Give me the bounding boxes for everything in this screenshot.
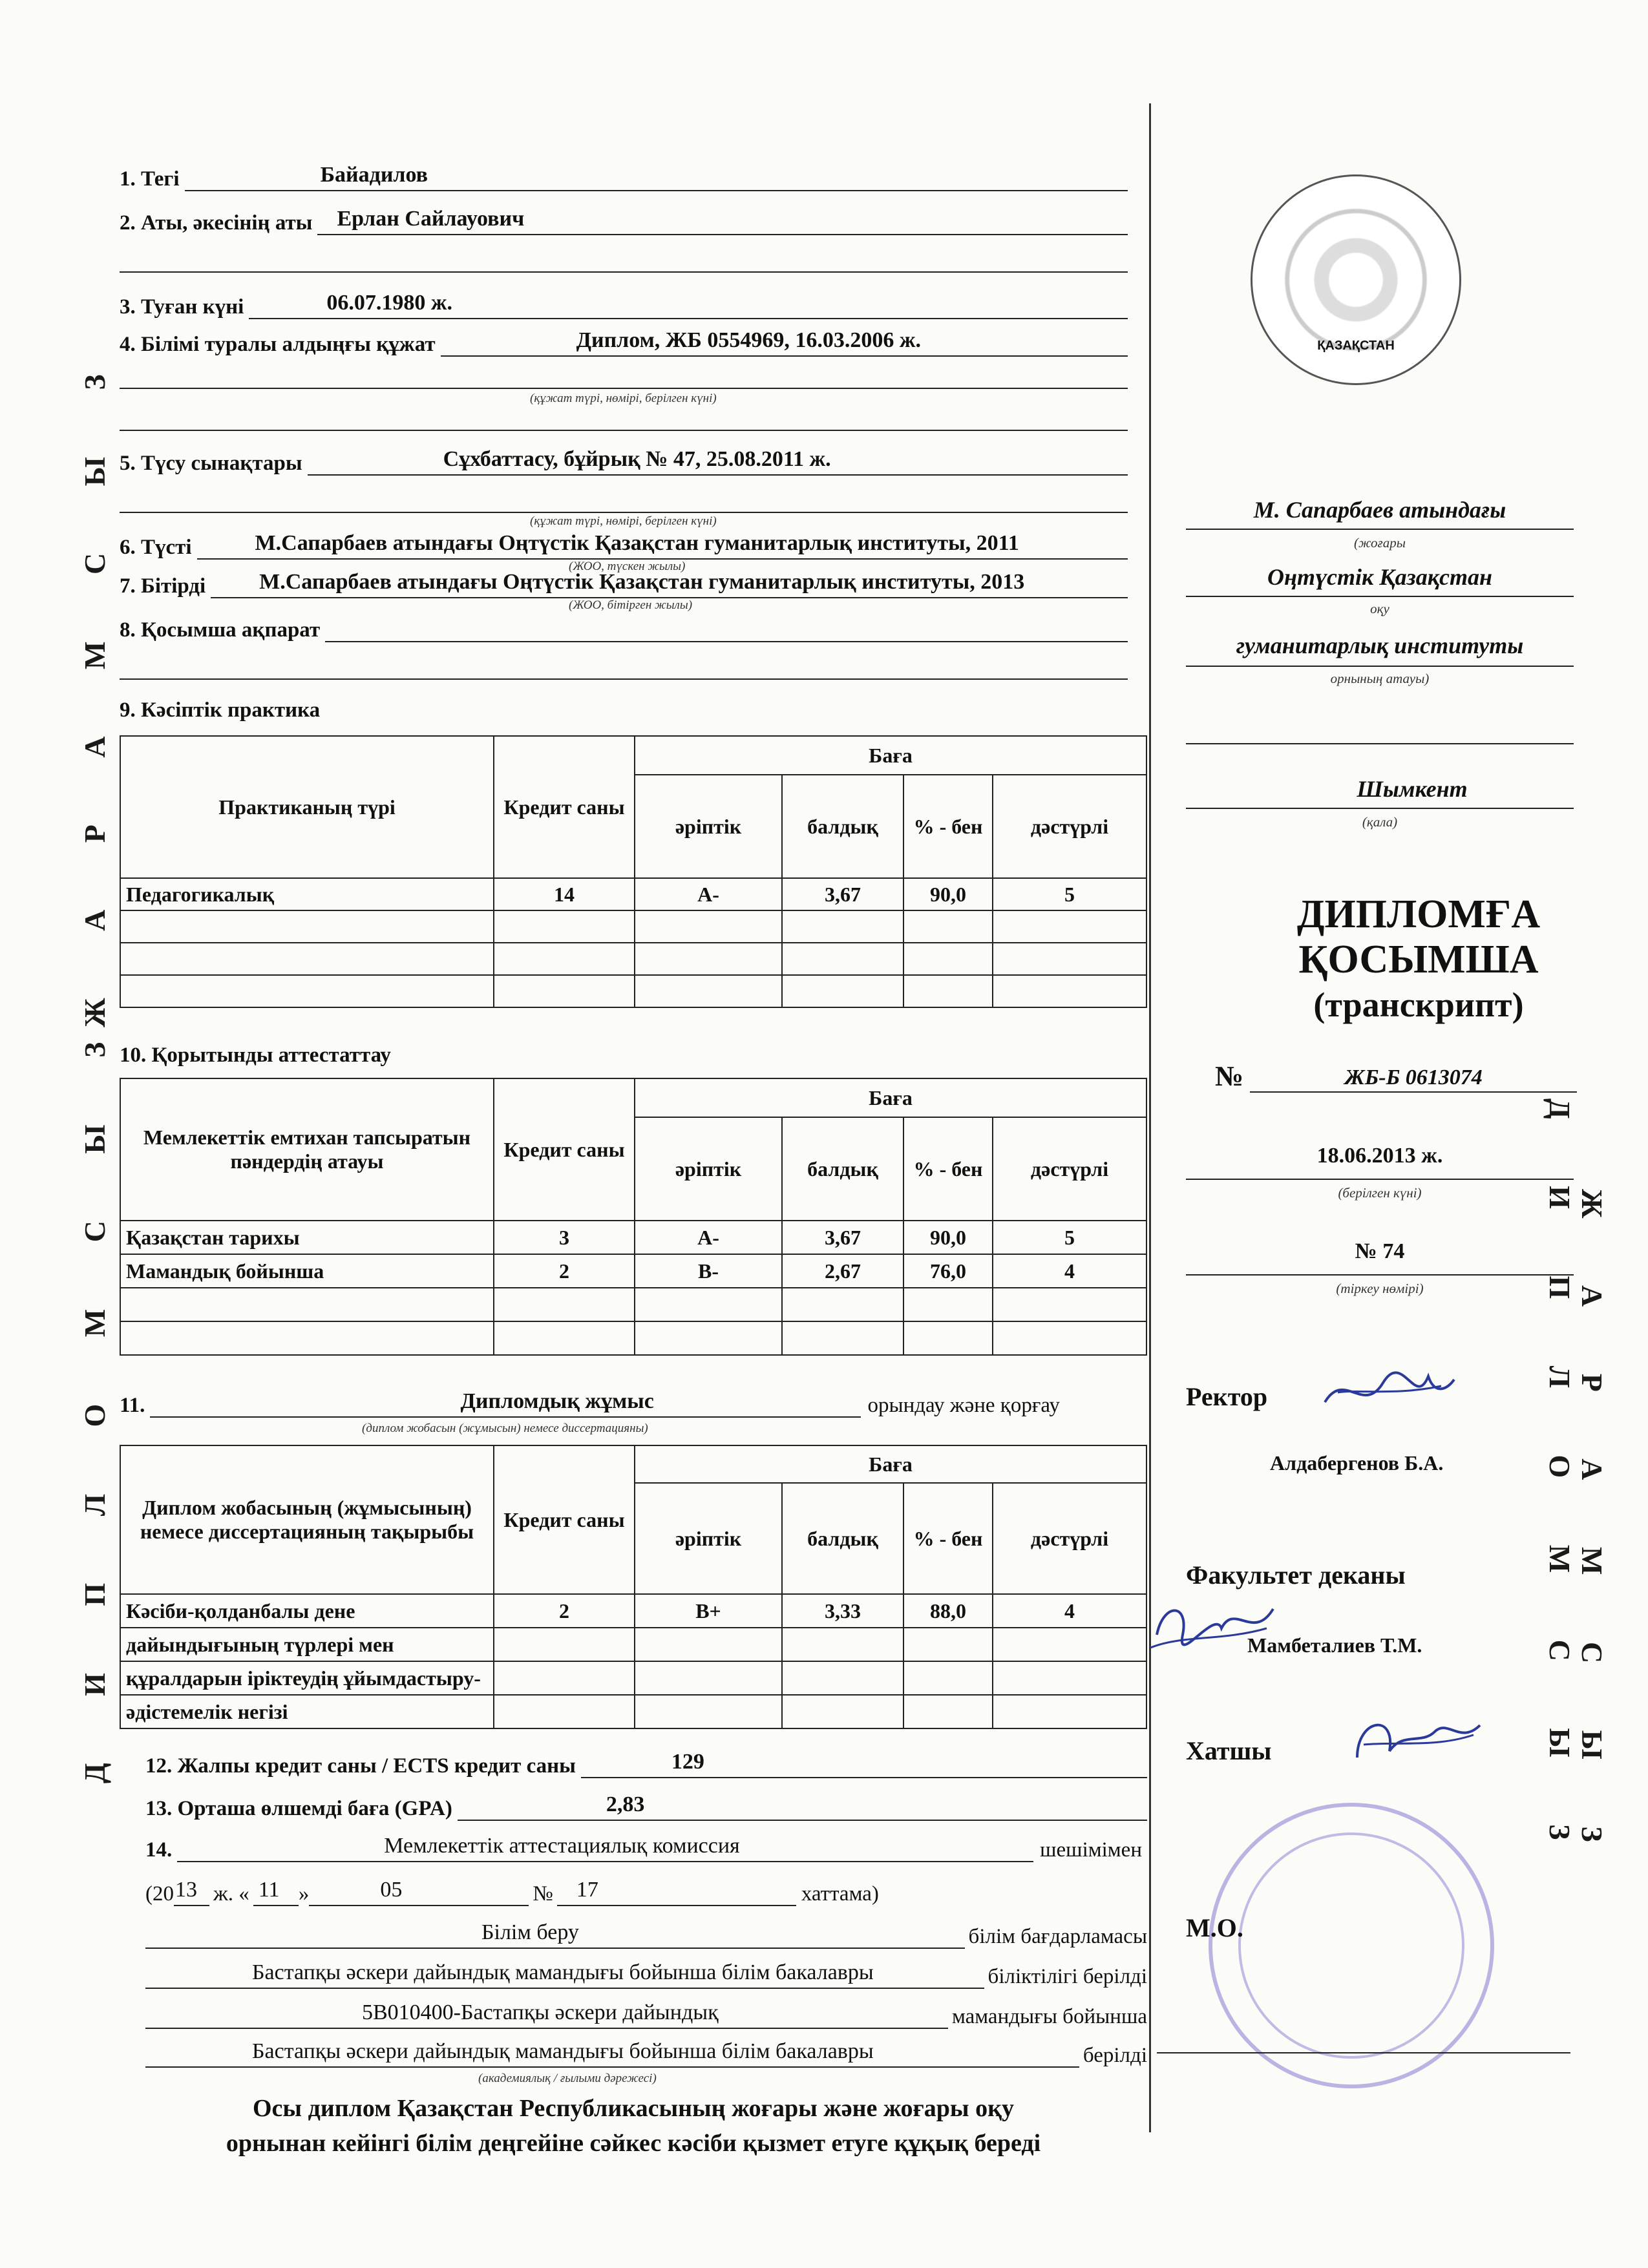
table-row — [120, 1594, 1146, 1628]
field-total-credits-label: 12. Жалпы кредит саны / ECTS кредит саны — [145, 1754, 576, 1778]
field-degree — [145, 2038, 1147, 2068]
table-row — [120, 1321, 1146, 1355]
document-number-label: № — [1215, 1060, 1244, 1092]
field-attestation-label: 10. Қорытынды аттестаттау — [120, 1044, 391, 1067]
credits-header: Кредит саны — [494, 1078, 635, 1221]
traditional-header: дәстүрлі — [993, 1483, 1146, 1594]
field-practice-label: 9. Кәсіптік практика — [120, 698, 321, 722]
rule — [1186, 529, 1574, 530]
field-program-value: Білім беру — [481, 1920, 579, 1944]
grade-header: Баға — [635, 736, 1146, 775]
rule — [1186, 1179, 1574, 1180]
rector-label: Ректор — [1186, 1382, 1268, 1411]
thesis-title-line: әдістемелік негізі — [120, 1695, 494, 1728]
field-graduated-label: 7. Бітірді — [120, 574, 206, 598]
table-row — [120, 1695, 1146, 1728]
rule — [1186, 743, 1574, 744]
credits-header: Кредит саны — [494, 1445, 635, 1594]
field-specialty-value: 5В010400-Бастапқы әскери дайындық — [362, 2000, 719, 2024]
field-graduated — [120, 569, 1128, 598]
field-birthdate-label: 3. Туған күні — [120, 295, 244, 319]
document-title — [1186, 892, 1574, 1027]
thesis-trad: 4 — [993, 1594, 1146, 1628]
field-entered-caption: (ЖОО, түскен жылы) — [569, 560, 686, 573]
practice-letter: A- — [635, 878, 782, 910]
field-prev-doc — [120, 327, 1128, 357]
attestation-table — [120, 1078, 1147, 1356]
thesis-title-line: дайындығының түрлері мен — [120, 1628, 494, 1661]
field-protocol — [145, 1876, 1147, 1906]
issue-date-caption: (берілген күні) — [1338, 1185, 1422, 1201]
table-row — [120, 1254, 1146, 1288]
table-row — [120, 975, 1146, 1007]
rule — [1186, 808, 1574, 809]
field-additional-label: 8. Қосымша ақпарат — [120, 618, 321, 642]
field-entered — [120, 530, 1128, 560]
table-row — [120, 1661, 1146, 1695]
exam-credits: 3 — [494, 1221, 635, 1254]
thesis-credits: 2 — [494, 1594, 635, 1628]
table-row — [120, 943, 1146, 975]
points-header: балдық — [782, 775, 903, 878]
institution-caption-2: оқу — [1370, 601, 1389, 616]
field-name-value: Ерлан Сайлауович — [337, 207, 525, 231]
blank-line — [120, 512, 1128, 513]
field-admission-value: Сұхбаттасу, бұйрық № 47, 25.08.2011 ж. — [443, 447, 831, 471]
field-surname-value: Байадилов — [320, 163, 428, 187]
field-total-credits — [145, 1748, 1147, 1778]
registration-number-caption: (тіркеу нөмірі) — [1336, 1281, 1424, 1296]
rector-signature — [1318, 1363, 1461, 1422]
institution-caption-3: орнының атауы) — [1330, 671, 1430, 686]
field-birthdate — [120, 289, 1128, 319]
practice-type-header: Практиканың түрі — [120, 736, 494, 878]
exam-percent: 76,0 — [903, 1254, 993, 1288]
exam-trad: 4 — [993, 1254, 1146, 1288]
table-row — [120, 1288, 1146, 1321]
rule — [1186, 1274, 1574, 1276]
field-specialty — [145, 1999, 1147, 2029]
city-caption: (қала) — [1362, 814, 1398, 830]
field-additional — [120, 613, 1128, 642]
thesis-title-line: Кәсіби-қолданбалы дене — [120, 1594, 494, 1628]
page-divider — [1149, 103, 1151, 2132]
thesis-percent: 88,0 — [903, 1594, 993, 1628]
letter-header: әріптік — [635, 1483, 782, 1594]
right-vertical-bottom-label: Ж А Р А М С Ы З — [1576, 1189, 1609, 1872]
exam-letter: B- — [635, 1254, 782, 1288]
secretary-label: Хатшы — [1186, 1736, 1272, 1765]
institution-line-3: гуманитарлық институты — [1236, 633, 1524, 658]
field-commission-suffix: шешімімен — [1040, 1838, 1142, 1862]
document-number-value: ЖБ-Б 0613074 — [1344, 1066, 1483, 1089]
document-title-line-2: ҚОСЫМША — [1298, 938, 1539, 982]
field-entered-label: 6. Түсті — [120, 536, 192, 559]
seal-label: М.О. — [1186, 1913, 1243, 1942]
thesis-type-header: Диплом жобасының (жұмысының) немесе диссертацияның тақырыбы — [120, 1445, 494, 1594]
field-degree-value: Бастапқы әскери дайындық мамандығы бойынша білім бакалавры — [252, 2039, 874, 2063]
field-name — [120, 205, 1128, 235]
field-total-credits-value: 129 — [671, 1750, 704, 1774]
field-specialty-suffix: мамандығы бойынша — [951, 2005, 1147, 2028]
protocol-no: 17 — [576, 1878, 598, 1902]
rector-name: Алдабергенов Б.А. — [1270, 1451, 1444, 1475]
field-entered-value: М.Сапарбаев атындағы Оңтүстік Қазақстан гуманитарлық институты, 2011 — [255, 531, 1019, 555]
exam-name: Мамандық бойынша — [120, 1254, 494, 1288]
protocol-prefix: (20 — [145, 1882, 174, 1906]
table-row — [120, 1221, 1146, 1254]
field-birthdate-value: 06.07.1980 ж. — [326, 291, 452, 315]
protocol-day: 11 — [258, 1878, 280, 1902]
field-gpa-value: 2,83 — [606, 1792, 645, 1816]
exam-credits: 2 — [494, 1254, 635, 1288]
field-admission — [120, 446, 1128, 476]
field-thesis — [120, 1388, 1128, 1418]
grade-header: Баға — [635, 1445, 1146, 1483]
field-qualification — [145, 1959, 1147, 1989]
field-prev-doc-label: 4. Білімі туралы алдыңғы құжат — [120, 333, 436, 356]
field-surname — [120, 162, 1128, 191]
table-row — [120, 878, 1146, 910]
left-vertical-top-label: Ж А Р А М С Ы З — [78, 344, 111, 1027]
protocol-month: 05 — [380, 1878, 403, 1902]
field-admission-caption: (құжат түрі, нөмірі, берілген күні) — [530, 514, 717, 528]
protocol-mid: ж. « — [213, 1882, 249, 1906]
percent-header: % - бен — [903, 775, 993, 878]
credits-header: Кредит саны — [494, 736, 635, 878]
field-graduated-caption: (ЖОО, бітірген жылы) — [569, 598, 693, 612]
footer-line-2: орнынан кейінгі білім деңгейіне сәйкес кәсіби қызмет етуге құқық береді — [226, 2130, 1041, 2157]
field-degree-suffix: берілді — [1083, 2044, 1147, 2067]
exam-name: Қазақстан тарихы — [120, 1221, 494, 1254]
protocol-year: 13 — [175, 1878, 197, 1902]
state-emblem — [1251, 174, 1461, 385]
blank-line — [120, 388, 1128, 389]
emblem-text: ҚАЗАҚСТАН — [1317, 339, 1395, 353]
practice-credits: 14 — [494, 878, 635, 910]
percent-header: % - бен — [903, 1117, 993, 1221]
thesis-points: 3,33 — [782, 1594, 903, 1628]
exam-points: 3,67 — [782, 1221, 903, 1254]
field-admission-label: 5. Түсу сынақтары — [120, 452, 302, 475]
letter-header: әріптік — [635, 775, 782, 878]
footer-line-1: Осы диплом Қазақстан Республикасының жоғары және жоғары оқу — [253, 2095, 1014, 2122]
field-qualification-suffix: біліктілігі берілді — [988, 1965, 1147, 1988]
footer-text — [120, 2091, 1147, 2161]
protocol-close: » — [298, 1882, 310, 1906]
city-value: Шымкент — [1357, 776, 1468, 802]
field-thesis-value: Дипломдық жұмыс — [460, 1389, 654, 1413]
protocol-no-label: № — [533, 1882, 553, 1906]
protocol-suffix: хаттама) — [801, 1882, 879, 1906]
field-practice-title — [120, 693, 378, 722]
dean-name: Мамбеталиев Т.М. — [1247, 1633, 1422, 1657]
field-thesis-label: 11. — [120, 1394, 145, 1417]
practice-percent: 90,0 — [903, 878, 993, 910]
institution-caption-1: (жоғары — [1354, 535, 1406, 551]
letter-header: әріптік — [635, 1117, 782, 1221]
right-vertical-top-label: Д И П Л О М С Ы З — [1543, 1098, 1576, 1870]
practice-name: Педагогикалық — [120, 878, 494, 910]
field-thesis-caption: (диплом жобасын (жұмысын) немесе диссертацияны) — [362, 1422, 648, 1435]
document-title-line-1: ДИПЛОМҒА — [1296, 892, 1541, 936]
rule — [1186, 666, 1574, 667]
thesis-table — [120, 1445, 1147, 1729]
thesis-title-line: құралдарын іріктеудің ұйымдастыру- — [120, 1661, 494, 1695]
field-prev-doc-value: Диплом, ЖБ 0554969, 16.03.2006 ж. — [576, 328, 922, 352]
issue-date-value: 18.06.2013 ж. — [1316, 1144, 1443, 1168]
field-commission — [145, 1832, 1147, 1862]
exam-percent: 90,0 — [903, 1221, 993, 1254]
field-thesis-suffix: орындау және қорғау — [867, 1394, 1060, 1417]
field-prev-doc-caption: (құжат түрі, нөмірі, берілген күні) — [530, 392, 717, 405]
field-name-label: 2. Аты, әкесінің аты — [120, 211, 313, 235]
traditional-header: дәстүрлі — [993, 1117, 1146, 1221]
blank-line — [120, 271, 1128, 273]
exam-letter: A- — [635, 1221, 782, 1254]
institution-line-2: Оңтүстік Қазақстан — [1267, 564, 1492, 590]
table-row — [120, 1628, 1146, 1661]
exam-trad: 5 — [993, 1221, 1146, 1254]
field-qualification-value: Бастапқы әскери дайындық мамандығы бойынша білім бакалавры — [252, 1960, 874, 1984]
table-row — [120, 910, 1146, 943]
blank-line — [120, 430, 1128, 431]
percent-header: % - бен — [903, 1483, 993, 1594]
field-attestation-title — [120, 1038, 507, 1067]
practice-trad: 5 — [993, 878, 1146, 910]
registration-number-value: № 74 — [1355, 1239, 1405, 1263]
practice-points: 3,67 — [782, 878, 903, 910]
field-gpa-label: 13. Орташа өлшемді баға (GPA) — [145, 1797, 452, 1820]
field-graduated-value: М.Сапарбаев атындағы Оңтүстік Қазақстан гуманитарлық институты, 2013 — [259, 570, 1025, 594]
field-gpa — [145, 1791, 1147, 1821]
points-header: балдық — [782, 1117, 903, 1221]
field-degree-caption: (академиялық / ғылыми дәрежесі) — [478, 2072, 657, 2085]
thesis-letter: B+ — [635, 1594, 782, 1628]
left-vertical-bottom-label: Д И П Л О М С Ы З — [78, 1012, 111, 1783]
exam-type-header: Мемлекеттік емтихан тапсыратын пәндердің атауы — [120, 1078, 494, 1221]
traditional-header: дәстүрлі — [993, 775, 1146, 878]
document-title-line-3: (транскрипт) — [1313, 985, 1524, 1024]
field-program-suffix: білім бағдарламасы — [968, 1925, 1147, 1948]
field-program — [145, 1919, 1147, 1949]
institution-line-1: М. Сапарбаев атындағы — [1253, 497, 1506, 523]
dean-label: Факультет деканы — [1186, 1560, 1406, 1590]
points-header: балдық — [782, 1483, 903, 1594]
document-number — [1215, 1058, 1577, 1093]
official-seal — [1209, 1803, 1494, 2088]
field-surname-label: 1. Тегі — [120, 167, 180, 191]
secretary-signature — [1344, 1706, 1493, 1777]
exam-points: 2,67 — [782, 1254, 903, 1288]
practice-table — [120, 735, 1147, 1008]
blank-line — [120, 678, 1128, 680]
field-commission-label: 14. — [145, 1838, 173, 1862]
rule — [1186, 596, 1574, 597]
field-commission-value: Мемлекеттік аттестациялық комиссия — [384, 1834, 740, 1858]
rule — [1157, 2052, 1570, 2053]
grade-header: Баға — [635, 1078, 1146, 1117]
